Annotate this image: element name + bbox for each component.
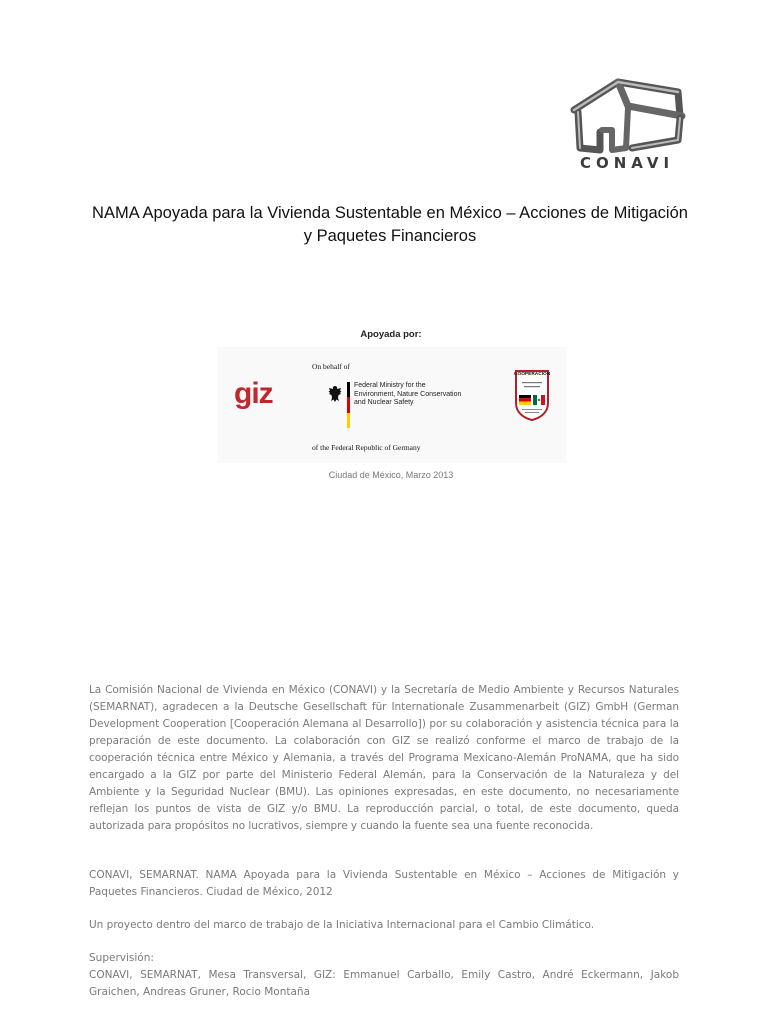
flag-black-band: [347, 382, 350, 397]
german-flag-stripe: [347, 382, 350, 428]
project-line: Un proyecto dentro del marco de trabajo de la Iniciativa Internacional para el Cambio Climático.: [89, 919, 595, 931]
supported-by-label: Apoyada por:: [360, 329, 422, 340]
citation-paragraph: CONAVI, SEMARNAT. NAMA Apoyada para la Vivienda Sustentable en México – Acciones de Mitigación y Paquetes Financieros. Ciudad de México, 2012: [89, 869, 679, 898]
acknowledgement-paragraph: La Comisión Nacional de Vivienda en México (CONAVI) y la Secretaría de Medio Ambiente y Recursos Naturales (SEMARNAT), agradecen a la Deutsche Gesellschaft für Internationale Zusammenarbeit (GIZ) GmbH (German Development Cooperation [Cooperación Alemana al Desarrollo]) por su colaboración y asistencia técnica para la preparación de este documento. La colaboración con GIZ se realizó conforme el marco de trabajo de la cooperación técnica entre México y Alemania, a través del Programa Mexicano-Alemán ProNAMA, que ha sido encargado a la GIZ por parte del Ministerio Federal Alemán, para la Conservación de la Naturaleza y del Ambiente y la Seguridad Nuclear (BMU). Las opiniones expresadas, en este documento, no necesariamente reflejan los puntos de vista de GIZ y/o BMU. La reproducción parcial, o total, de este documento, queda autorizada para propósitos no lucrativos, siempre y cuando la fuente sea una fuente reconocida.: [89, 684, 679, 832]
flag-gold-band: [347, 413, 350, 428]
bmu-logo: [328, 382, 468, 430]
federal-eagle-icon: [328, 385, 342, 403]
giz-logo: giz: [234, 377, 273, 410]
conavi-wordmark: CONAVI: [579, 154, 675, 172]
page-title: NAMA Apoyada para la Vivienda Sustentable en México – Acciones de Mitigación y Paquetes Financieros: [92, 204, 688, 245]
city-date: Ciudad de México, Marzo 2013: [328, 470, 454, 480]
federal-republic-text: of the Federal Republic of Germany: [312, 443, 421, 452]
cooperation-badge-title: COOPERACION: [514, 372, 551, 377]
flag-red-band: [347, 397, 350, 412]
cooperation-badge: [514, 369, 550, 421]
sponsor-logos: [218, 347, 566, 463]
house-outline-logo-icon: [566, 76, 688, 156]
on-behalf-text: On behalf of: [312, 362, 350, 371]
bmu-ministry-name: Federal Ministry for the Environment, Nature Conservation and Nuclear Safety: [354, 382, 462, 406]
conavi-logo: [566, 76, 688, 180]
supervision-names: CONAVI, SEMARNAT, Mesa Transversal, GIZ: Emmanuel Carballo, Emily Castro, André Eckermann, Jakob Graichen, Andreas Gruner, Rocio Montaña: [89, 969, 679, 998]
supervision-label: Supervisión:: [89, 952, 154, 964]
